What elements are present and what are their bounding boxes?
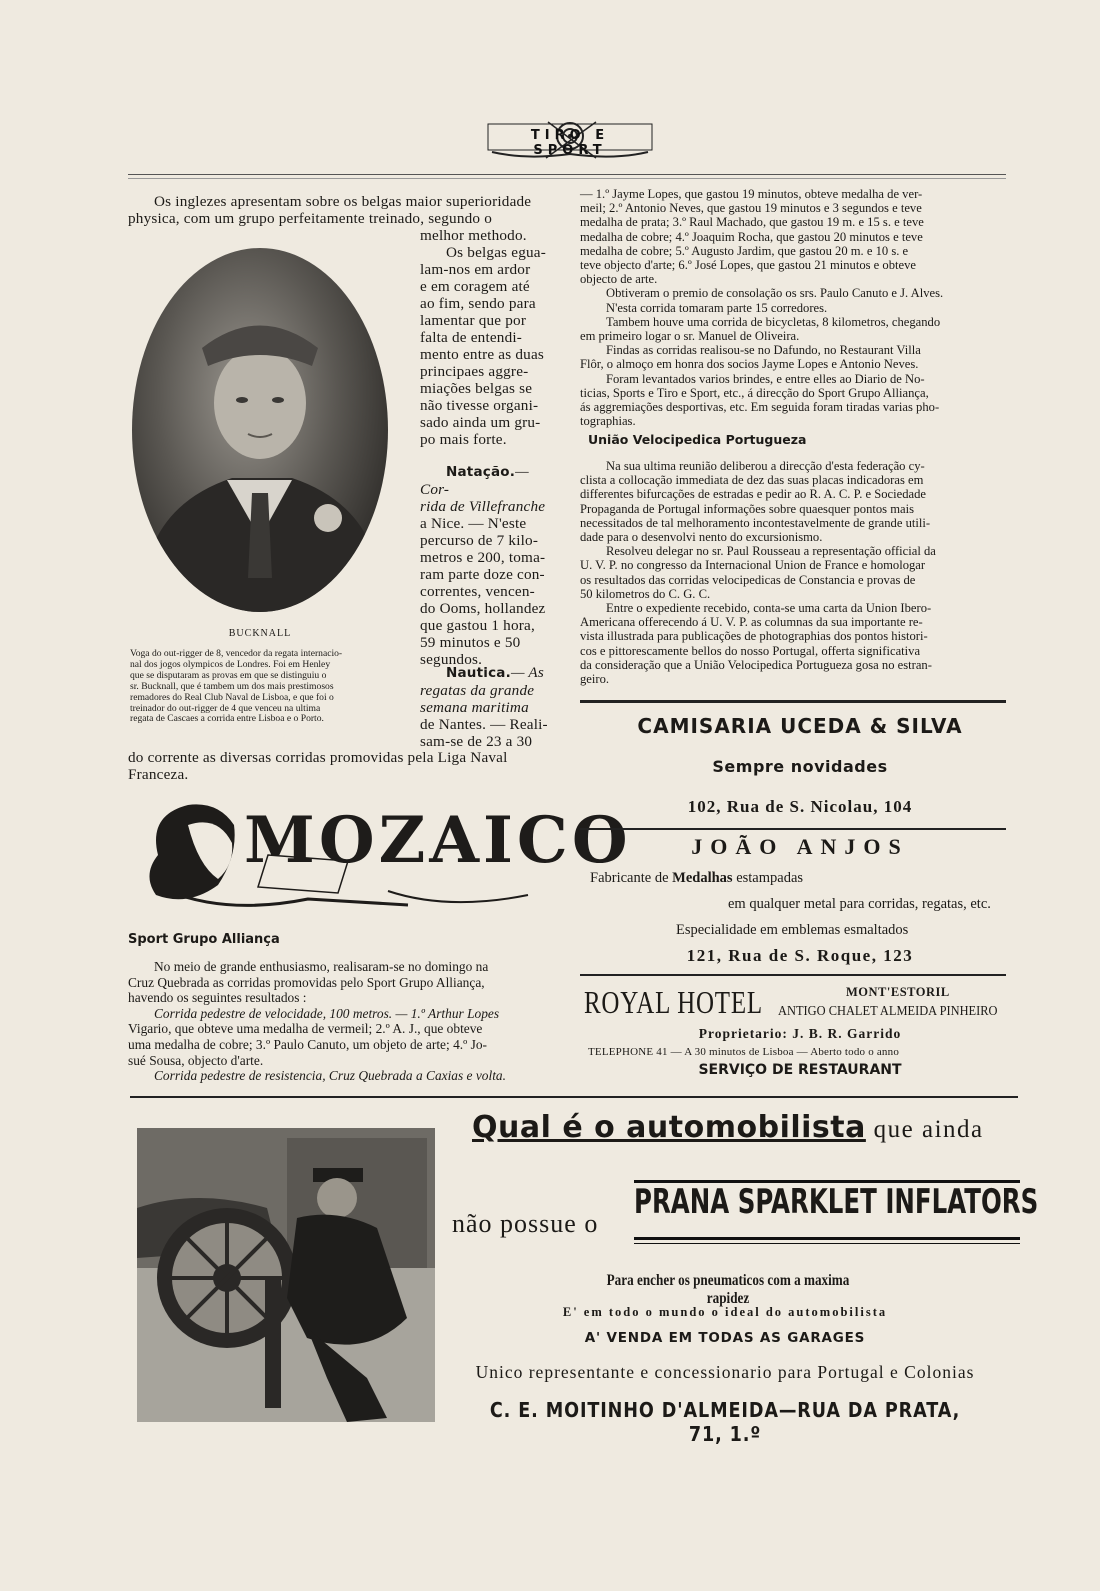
belgas-text: Os belgas egua- lam-nos em ardor e em coragem até ao fim, sendo para lamentar que por falta de entendi- mento entre as duas principaes aggre- miações belgas se não tivesse organi- sado ainda um gru- po mais forte. xyxy=(420,244,546,448)
ad-brand: PRANA SPARKLET INFLATORS xyxy=(634,1182,1039,1222)
nautica-text: Nautica.— As regatas da grande semana maritima de Nantes. — Reali- sam-se de 23 a 30 xyxy=(420,664,548,750)
photo-caption: Voga do out-rigger de 8, vencedor da regata internacio- nal dos jogos olympicos de Londres. Foi em Henley que se disputaram as provas em que se distinguiu o sr. Bucknall, que é tambem um dos mais prestimosos remadores do Real Club Naval de Lisboa, e que foi o treinador do out-rigger de 4 que venceu na ultima regata de Cascaes a corrida entre Lisboa e o Porto. xyxy=(130,648,343,725)
right-column-text: — 1.º Jayme Lopes, que gastou 19 minutos, obteve medalha de ver- meil; 2.º Antonio Neves, que gastou 19 minutos e 3 segundos e teve medalha de prata; 3.º Raul Machado, que gastou 19 m. e 15 s. e teve medalha de cobre; 4.º Joaquim Rocha, que gastou 20 minutos e teve medalha de cobre; 5.º Augusto Jardim, que gastou 20 m. e 10 s. e teve objecto d'arte; 6.º José Lopes, que gastou 21 minutos e obteve objecto de arte. Obtiveram o premio de consolação os srs. Paulo Canuto e J. Alves. N'esta corrida tomaram parte 15 corredores. Tambem houve uma corrida de bicycletas, 8 kilometros, chegando em primeiro logar o sr. Manuel de Oliveira. Findas as corridas realisou-se no Dafundo, no Restaurant Villa Flôr, o almoço em honra dos socios Jayme Lopes e Antonio Neves. Foram levantados varios brindes, e entre elles ao Diario de No- ticias, Sports e Tiro e Sport, etc., á direcção do Sport Grupo Alliança, ás aggremiações desportivas, etc. Em seguida foram tiradas varias pho- tographias. xyxy=(580,187,944,429)
hotel-name: ROYAL HOTEL xyxy=(584,984,763,1020)
photo-name: BUCKNALL xyxy=(228,628,292,639)
hotel-telephone: TELEPHONE 41 — A 30 minutos de Lisboa — Aberto todo o anno xyxy=(588,1046,900,1058)
ad-line3: A' VENDA EM TODAS AS GARAGES xyxy=(584,1330,866,1346)
uvp-text: Na sua ultima reunião deliberou a direcção d'esta federação cy- clista a collocação immediata de dez das suas placas indicadoras em differentes bifurcações de estradas e pedir ao R. A. C. P. e Sociedade Propaganda de Portugal informações sobre quaesquer pontos mais necessitados de tal melhoramento incontestavelmente de grande utili- dade para o desenvolvi nento do excursionismo. Resolveu delegar no sr. Paul Rousseau a representação official da U. V. P. no congresso da Internacional Union de France e homologar os resultados das corridas velocipedicas de Constancia e provas de 50 kilometros do C. G. C. Entre o expediente recebido, conta-se uma carta da Union Ibero- Americana offerecendo á U. V. P. as columnas da sua importante re- vista illustrada para publicações de photographias dos pontos histori- cos e pittorescamente bellos do nosso Portugal, offerta significativa da consideração que a União Velocipedica Portugueza gosa no estran- geiro. xyxy=(580,459,936,687)
text-line: physica, com um grupo perfeitamente treinado, segundo o xyxy=(128,210,493,227)
masthead-title: TIRO E SPORT xyxy=(530,128,610,158)
ad-line2: E' em todo o mundo o ideal do automobilista xyxy=(562,1305,888,1319)
nautica-heading: Nautica. xyxy=(446,665,511,681)
hotel-place: MONT'ESTORIL xyxy=(846,985,950,999)
anjos-line3: Especialidade em emblemas esmaltados xyxy=(676,922,909,938)
anjos-line1: Fabricante de Medalhas estampadas xyxy=(590,870,804,886)
camisaria-name: CAMISARIA UCEDA & SILVA xyxy=(637,714,963,738)
bucknall-photo xyxy=(132,248,388,612)
camisaria-tag: Sempre novidades xyxy=(712,757,888,776)
ad-line1: Para encher os pneumaticos com a maxima rapidez xyxy=(606,1272,850,1307)
camisaria-address: 102, Rua de S. Nicolau, 104 xyxy=(687,797,913,816)
alianca-text: No meio de grande enthusiasmo, realisaram-se no domingo na Cruz Quebrada as corridas promovidas pelo Sport Grupo Alliança, havendo os seguintes resultados : Corrida pedestre de velocidade, 100 metros. — 1.º Arthur Lopes Vigario, que obteve uma medalha de vermeil; 2.º A. J., que obteve uma medalha de cobre; 3.º Paulo Canuto, um objeto de arte; 4.º Jo- sué Sousa, objecto d'arte. Corrida pedestre de resistencia, Cruz Quebrada a Caxias e volta. xyxy=(128,959,506,1084)
text-line: Os inglezes apresentam sobre os belgas maior superioridade xyxy=(154,193,532,210)
mozaico-title: MOZAICO xyxy=(244,803,632,878)
hotel-service: SERVIÇO DE RESTAURANT xyxy=(698,1062,902,1078)
natacao-text: Natação.— Cor- rida de Villefranche a Nice. — N'este percurso de 7 kilo- metros e 200, toma- ram parte doze con- correntes, vencen- do Ooms, hollandez que gastou 1 hora, 59 minutos e 50 segundos. xyxy=(420,463,546,668)
hotel-sub: ANTIGO CHALET ALMEIDA PINHEIRO xyxy=(778,1003,998,1018)
car-photo xyxy=(137,1128,435,1422)
ad-line5: C. E. MOITINHO D'ALMEIDA—RUA DA PRATA, 71, 1.º xyxy=(489,1398,961,1446)
hotel-owner: Proprietario: J. B. R. Garrido xyxy=(698,1026,902,1041)
intro-tail: melhor methodo. xyxy=(420,227,527,244)
car-image xyxy=(137,1128,435,1422)
uvp-heading: União Velocipedica Portugueza xyxy=(588,432,807,447)
ad-line4: Unico representante e concessionario para Portugal e Colonias xyxy=(475,1362,975,1382)
nautica-tail: do corrente as diversas corridas promovidas pela Liga Naval Franceza. xyxy=(128,749,508,783)
anjos-address: 121, Rua de S. Roque, 123 xyxy=(686,946,914,965)
anjos-name: JOÃO ANJOS xyxy=(691,834,909,859)
ad-question-2: não possue o xyxy=(452,1209,599,1238)
mozaico-banner xyxy=(148,795,632,913)
intro-text xyxy=(128,193,556,227)
portrait-image xyxy=(132,248,388,612)
masthead xyxy=(486,116,654,164)
anjos-line2: em qualquer metal para corridas, regatas, etc. xyxy=(728,896,991,912)
ad-question-line: Qual é o automobilista que ainda xyxy=(472,1110,984,1145)
natacao-heading: Natação. xyxy=(446,464,516,480)
alianca-heading: Sport Grupo Alliança xyxy=(128,932,280,947)
